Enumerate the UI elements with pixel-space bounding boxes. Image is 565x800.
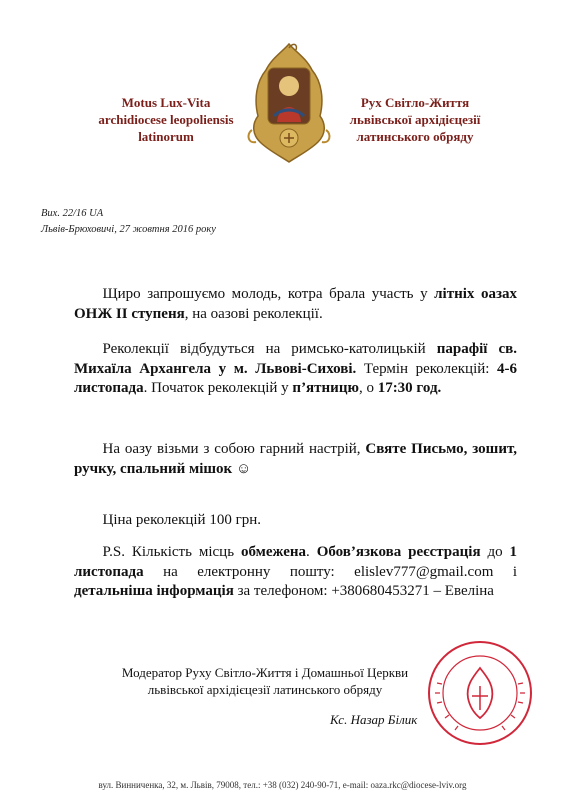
place-date: Львів-Брюховичі, 27 жовтня 2016 року: [41, 224, 216, 235]
signature-line-1: Модератор Руху Світло-Життя і Домашньої Церкви: [121, 665, 409, 680]
p5-bold-4: детальніша інформація: [74, 583, 234, 599]
p3-text-2: ☺: [232, 460, 252, 477]
p2-bold-2: 4-6 листопада: [74, 360, 517, 396]
p2-text-2: Термін реколекцій:: [356, 360, 497, 377]
p3-text-1: На оазу візьми з собою гарний настрій,: [102, 441, 366, 457]
p1-text-1: Щиро запрошуємо молодь, котра брала участь у: [102, 286, 435, 302]
p5-text-3: до: [480, 544, 510, 560]
paragraph-invitation: [74, 285, 517, 324]
stamp-seal-icon: [425, 638, 535, 748]
p5-bold-2: Обов’язкова реєстрація: [316, 544, 481, 560]
signature-name: Кс. Назар Білик: [330, 712, 418, 727]
signature-block: [100, 664, 430, 698]
paragraph-what-to-bring: [74, 440, 517, 479]
p5-bold-3: 1 листопада: [74, 544, 518, 580]
p2-text-3: . Початок реколекцій у: [143, 380, 293, 396]
header-right-ukrainian: [340, 94, 490, 145]
emblem-icon: [244, 38, 334, 168]
p2-bold-3: п’ятницю: [292, 380, 359, 396]
header-left-latin: [96, 94, 236, 145]
p1-text-2: , на оазові реколекції.: [184, 305, 323, 322]
header-left-line-2: archidiocese leopoliensis: [98, 112, 234, 127]
p5-bold-1: обмежена: [240, 544, 307, 560]
p5-text-5: за телефоном: +380680453271 – Евеліна: [233, 583, 494, 599]
header-right-line-1: Рух Світло-Життя: [360, 95, 470, 110]
paragraph-registration: [74, 543, 517, 602]
p2-text-1: Реколекції відбудуться на римсько-католицькій: [102, 341, 437, 357]
outgoing-number: Вих. 22/16 UA: [41, 208, 104, 219]
signature-line-2: львівської архідієцезії латинського обряду: [147, 682, 383, 697]
p3-bold-1: Святе Письмо, зошит, ручку, спальний мішок: [74, 441, 517, 477]
header-right-line-2: львівської архідієцезії: [349, 112, 481, 127]
header-left-line-1: Motus Lux-Vita: [121, 95, 211, 110]
p2-text-4: , о: [358, 380, 378, 396]
header-right-line-3: латинського обряду: [356, 129, 474, 144]
p5-text-2: .: [306, 544, 317, 560]
paragraph-price: [74, 511, 517, 531]
header-left-line-3: latinorum: [138, 129, 194, 144]
footer-contacts: вул. Винниченка, 32, м. Львів, 79008, тел.: +38 (032) 240-90-71, e-mail: oaza.rkc@diocese-lviv.org: [98, 780, 467, 790]
p5-text-4: на електронну пошту: elislev777@gmail.com і: [143, 563, 517, 580]
p5-text-1: P.S. Кількість місць: [102, 544, 241, 560]
paragraph-location-dates: [74, 340, 517, 399]
p2-bold-1: парафії св. Михаїла Архангела у м. Львові-Сихові.: [74, 341, 517, 377]
p4-text-1: Ціна реколекцій 100 грн.: [102, 512, 262, 528]
p2-bold-4: 17:30 год.: [377, 380, 442, 396]
p1-bold-1: літніх оазах ОНЖ ІІ ступеня: [74, 286, 517, 322]
